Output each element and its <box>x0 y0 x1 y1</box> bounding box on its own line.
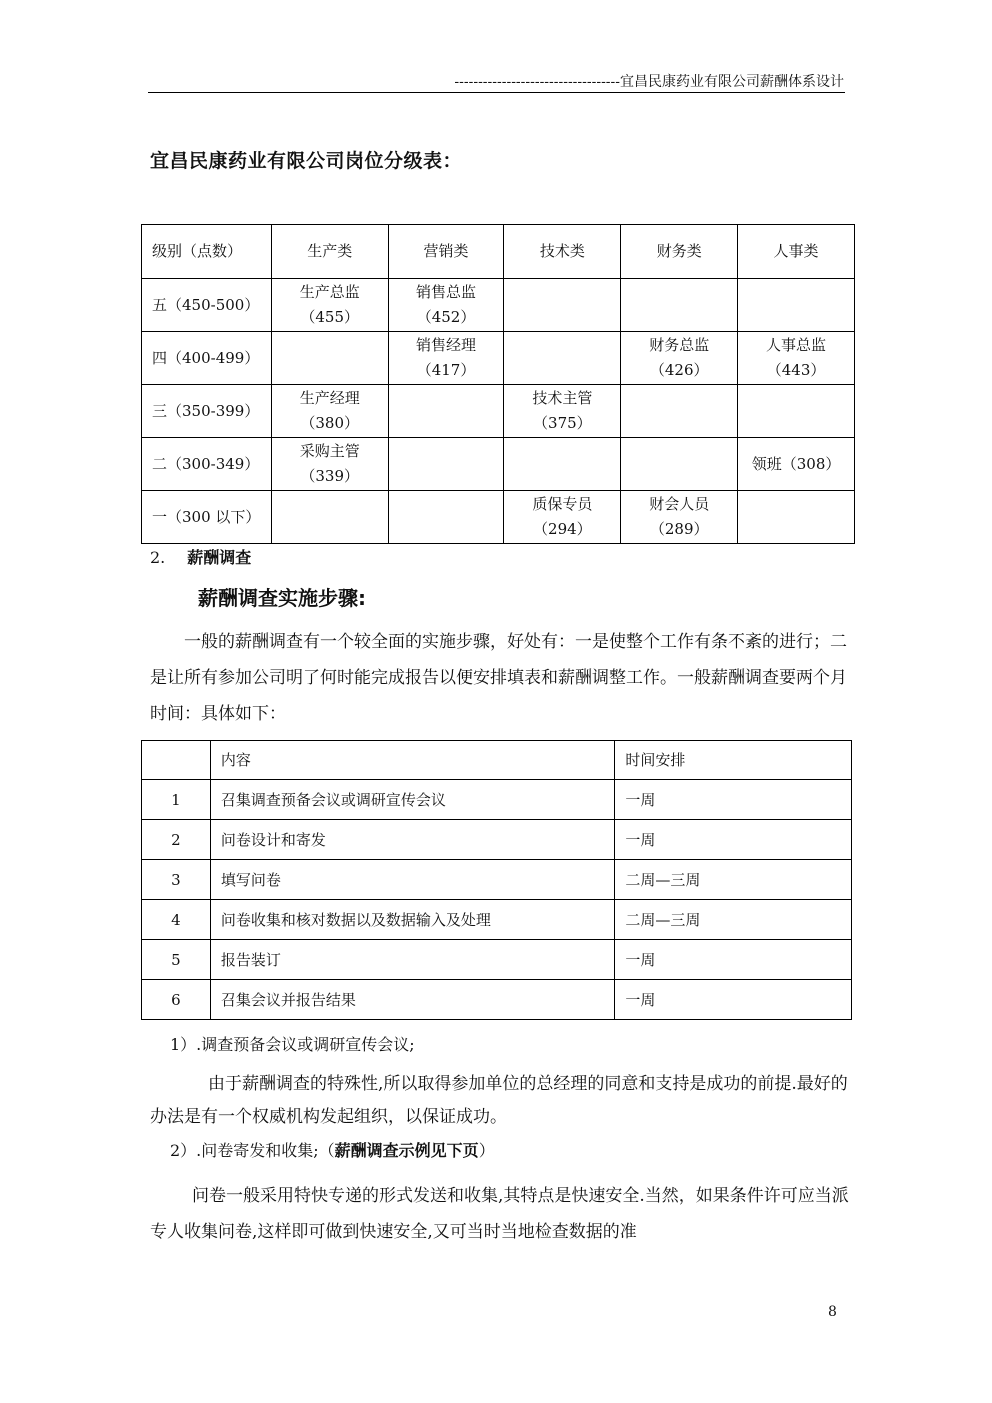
step-heading-2-note: 薪酬调查示例见下页 <box>334 1141 479 1160</box>
step-duration: 一周 <box>615 780 852 820</box>
position-points: （417） <box>416 361 476 379</box>
section-number: 2. <box>150 548 166 567</box>
step-duration: 二周—三周 <box>615 900 852 940</box>
header-rule <box>148 92 845 93</box>
step-number: 5 <box>142 940 211 980</box>
step-duration: 一周 <box>615 940 852 980</box>
grade-level-cell: 五（450-500） <box>142 279 272 332</box>
schedule-row <box>142 940 852 980</box>
grade-cell <box>271 385 388 438</box>
position-name: 生产经理 <box>299 389 360 407</box>
schedule-header-cell: 内容 <box>210 741 614 780</box>
grade-cell <box>621 491 738 544</box>
grade-cell <box>738 332 855 385</box>
grade-row <box>142 438 855 491</box>
grade-cell <box>504 438 621 491</box>
position-points: （339） <box>300 467 360 485</box>
position-points: （294） <box>533 520 592 538</box>
grade-cell <box>738 491 855 544</box>
grade-row <box>142 332 855 385</box>
schedule-row <box>142 900 852 940</box>
position-name: 财务总监 <box>649 336 710 354</box>
schedule-table <box>141 740 852 1020</box>
grade-cell <box>271 438 388 491</box>
position-points: （426） <box>649 361 709 379</box>
grade-level-cell: 二（300-349） <box>142 438 272 491</box>
grade-cell <box>738 385 855 438</box>
grade-header-row <box>142 225 855 279</box>
step-duration: 一周 <box>615 820 852 860</box>
position-name: 生产总监 <box>299 283 360 301</box>
grade-cell <box>621 279 738 332</box>
section-heading <box>150 546 251 570</box>
section-title: 薪酬调查 <box>187 548 252 567</box>
step-content: 召集会议并报告结果 <box>210 980 614 1020</box>
position-points: （375） <box>533 414 592 432</box>
grade-cell <box>504 385 621 438</box>
grade-header-cell: 财务类 <box>621 225 738 279</box>
grade-cell <box>388 279 504 332</box>
position-name: 领班（308） <box>751 454 841 473</box>
step-content: 填写问卷 <box>210 860 614 900</box>
grade-header-cell: 营销类 <box>388 225 504 279</box>
grade-cell <box>388 385 504 438</box>
grade-header-cell: 生产类 <box>271 225 388 279</box>
grade-cell <box>738 279 855 332</box>
grade-header-cell: 人事类 <box>738 225 855 279</box>
position-name: 财会人员 <box>649 495 710 513</box>
grade-cell <box>271 279 388 332</box>
grade-cell <box>388 332 504 385</box>
schedule-row <box>142 820 852 860</box>
page-title: 宜昌民康药业有限公司岗位分级表： <box>150 150 463 172</box>
step-content: 报告装订 <box>210 940 614 980</box>
step-number: 6 <box>142 980 211 1020</box>
grade-row <box>142 279 855 332</box>
position-name: 销售经理 <box>416 336 477 354</box>
schedule-header-row <box>142 741 852 780</box>
page-header: -----------------------------------宜昌民康药业有限公司薪酬体系设计 <box>454 74 844 90</box>
grade-level-cell: 一（300 以下） <box>142 491 272 544</box>
position-name: 技术主管 <box>532 389 593 407</box>
step-content: 召集调查预备会议或调研宣传会议 <box>210 780 614 820</box>
grade-cell <box>621 332 738 385</box>
paragraph-3: 问卷一般采用特快专递的形式发送和收集,其特点是快速安全.当然，如果条件许可应当派专人收集问卷,这样即可做到快速安全,又可当时当地检查数据的准 <box>150 1186 849 1242</box>
step-content: 问卷收集和核对数据以及数据输入及处理 <box>210 900 614 940</box>
grade-cell <box>738 438 855 491</box>
position-points: （443） <box>766 361 826 379</box>
position-name: 销售总监 <box>416 283 477 301</box>
grade-level-cell: 三（350-399） <box>142 385 272 438</box>
grade-cell <box>504 332 621 385</box>
grade-header-cell: 级别（点数） <box>142 225 272 279</box>
grade-cell <box>271 491 388 544</box>
step-duration: 二周—三周 <box>615 860 852 900</box>
grade-row <box>142 491 855 544</box>
page-number: 8 <box>828 1304 837 1320</box>
position-points: （455） <box>300 308 360 326</box>
grade-row <box>142 385 855 438</box>
step-number: 3 <box>142 860 211 900</box>
step-content: 问卷设计和寄发 <box>210 820 614 860</box>
grade-cell <box>621 385 738 438</box>
schedule-header-cell <box>142 741 211 780</box>
position-name: 质保专员 <box>532 495 593 513</box>
grade-cell <box>388 491 504 544</box>
grade-table <box>141 224 855 544</box>
step-heading-2 <box>170 1136 495 1166</box>
schedule-header-cell: 时间安排 <box>615 741 852 780</box>
schedule-row <box>142 860 852 900</box>
step-number: 2 <box>142 820 211 860</box>
grade-cell <box>504 279 621 332</box>
step-heading-1: 1）.调查预备会议或调研宣传会议; <box>170 1035 415 1054</box>
step-heading-2-label: 2）.问卷寄发和收集;（ <box>170 1141 335 1160</box>
grade-cell <box>271 332 388 385</box>
position-points: （289） <box>649 520 709 538</box>
schedule-row <box>142 980 852 1020</box>
position-name: 采购主管 <box>299 442 360 460</box>
subsection-title: 薪酬调查实施步骤: <box>198 586 366 610</box>
grade-level-cell: 四（400-499） <box>142 332 272 385</box>
step-heading-2-close: ） <box>478 1141 495 1160</box>
paragraph-2: 由于薪酬调查的特殊性,所以取得参加单位的总经理的同意和支持是成功的前提.最好的办法是有一个权威机构发起组织，以保证成功。 <box>150 1074 848 1127</box>
step-number: 4 <box>142 900 211 940</box>
grade-cell <box>504 491 621 544</box>
grade-cell <box>621 438 738 491</box>
intro-paragraph: 一般的薪酬调查有一个较全面的实施步骤，好处有：一是使整个工作有条不紊的进行；二是让所有参加公司明了何时能完成报告以便安排填表和薪酬调整工作。一般薪酬调查要两个月时间：具体如下： <box>150 632 847 724</box>
grade-cell <box>388 438 504 491</box>
position-name: 人事总监 <box>766 336 827 354</box>
grade-header-cell: 技术类 <box>504 225 621 279</box>
step-duration: 一周 <box>615 980 852 1020</box>
step-number: 1 <box>142 780 211 820</box>
position-points: （452） <box>416 308 476 326</box>
schedule-row <box>142 780 852 820</box>
position-points: （380） <box>300 414 360 432</box>
